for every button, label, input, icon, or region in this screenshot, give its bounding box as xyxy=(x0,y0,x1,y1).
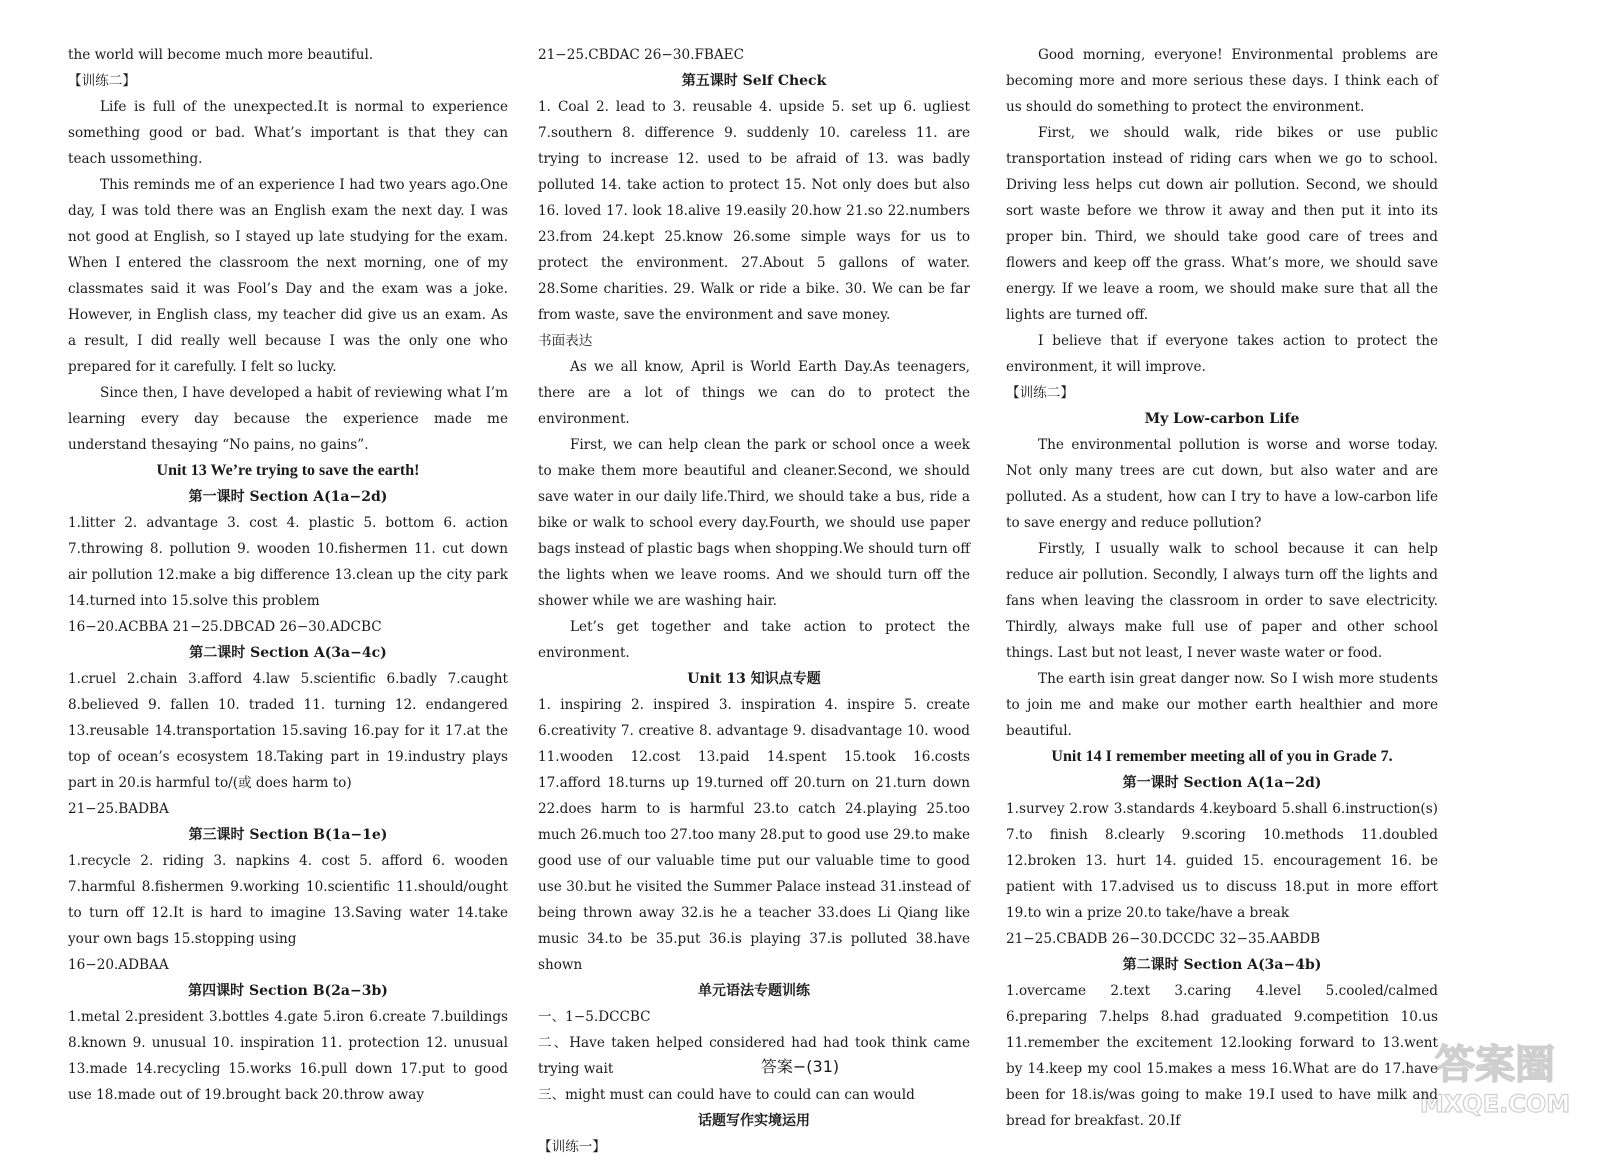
middle-block: 书面表达 xyxy=(538,333,593,349)
right-block: Firstly, I usually walk to school because it can help reduce air pollution. Secondly, I always turn off the lights and fans when leaving the classroom in order to save electricity. Thirdly, always make full use of paper and other school things. Last but not least, I never waste water or food. xyxy=(1006,541,1438,661)
right-block: 【训练二】 xyxy=(1006,385,1074,401)
right-block: Good morning, everyone! Environmental problems are becoming more and more serious these days. I think each of us should do something to protect the environment. xyxy=(1006,47,1438,115)
left-block: 1.metal 2.president 3.bottles 4.gate 5.iron 6.create 7.buildings 8.known 9. unusual 10. inspiration 11. protection 12. unusual 13.made 14.recycling 15.works 16.pull down 17.put to good use 18.made out of 19.brought back 20.throw away xyxy=(68,1009,508,1103)
left-block: Life is full of the unexpected.It is normal to experience something good or bad. What’s important is that they can teach ussomething. xyxy=(68,99,508,167)
left-block: 21−25.BADBA xyxy=(68,801,169,817)
left-column xyxy=(68,42,508,1108)
right-block: 21−25.CBADB 26−30.DCCDC 32−35.AABDB xyxy=(1006,931,1321,947)
right-block: 第一课时 Section A(1a−2d) xyxy=(1122,775,1322,791)
middle-block: 1. inspiring 2. inspired 3. inspiration 4. inspire 5. create 6.creativity 7. creative 8. advantage 9. disadvantage 10. wood 11.wooden 12.cost 13.paid 14.spent 15.took 16.costs 17.afford 18.turns up 19.turned off 20.turn on 21.turn down 22.does harm to is harmful 23.to catch 24.playing 25.too much 26.much too 27.too many 28.put to good use 29.to make good use of our valuable time put our valuable time to good use 30.but he visited the Summer Palace instead 31.instead of being thrown away 32.is he a teacher 33.does Li Qiang like music 34.to be 35.put 36.is playing 37.is polluted 38.have shown xyxy=(538,697,970,973)
left-block: 1.cruel 2.chain 3.afford 4.law 5.scientific 6.badly 7.caught 8.believed 9. fallen 10. traded 11. turning 12. endangered 13.reusable 14.transportation 15.saving 16.pay for it 17.at the top of ocean’s ecosystem 18.Taking part in 19.industry plays part in 20.is harmful to/(或 does harm to) xyxy=(68,671,508,791)
left-block: 【训练二】 xyxy=(68,73,136,89)
middle-block: 一、1−5.DCCBC xyxy=(538,1009,651,1025)
watermark-bottom: MXQE.COM xyxy=(1420,1090,1570,1118)
watermark-top: 答案圈 xyxy=(1435,1042,1555,1088)
middle-block: 话题写作实境运用 xyxy=(698,1113,810,1129)
left-block: Since then, I have developed a habit of reviewing what I’m learning every day because the experience made me understand thesaying “No pains, no gains”. xyxy=(68,385,508,453)
left-block: the world will become much more beautiful. xyxy=(68,47,374,63)
middle-block: Unit 13 知识点专题 xyxy=(687,671,821,687)
right-block: The earth isin great danger now. So I wish more students to join me and make our mother earth healthier and more beautiful. xyxy=(1006,671,1438,739)
right-block: 1.overcame 2.text 3.caring 4.level 5.cooled/calmed 6.preparing 7.helps 8.had graduated 9.competition 10.us 11.remember the excitement 12.looking forward to 13.went by 14.keep my cool 15.makes a mess 16.What are do 17.have been for 18.is/was going to make 19.I used to have milk and bread for breakfast. 20.If xyxy=(1006,983,1438,1129)
middle-block: 二、Have taken helped considered had had took think came trying wait xyxy=(538,1035,970,1077)
middle-block: Let’s get together and take action to protect the environment. xyxy=(538,619,970,661)
middle-column xyxy=(538,42,970,1160)
left-block: 1.litter 2. advantage 3. cost 4. plastic 5. bottom 6. action 7.throwing 8. pollution 9. wooden 10.fishermen 11. cut down air pollution 12.make a big difference 13.clean up the city park 14.turned into 15.solve this problem xyxy=(68,515,508,609)
right-block: Unit 14 I remember meeting all of you in Grade 7. xyxy=(1051,748,1393,765)
page-number: 答案−(31) xyxy=(760,1057,840,1076)
left-block: 1.recycle 2. riding 3. napkins 4. cost 5. afford 6. wooden 7.harmful 8.fishermen 9.working 10.scientific 11.should/ought to turn off 12.It is hard to imagine 13.Saving water 14.take your own bags 15.stopping using xyxy=(68,853,508,947)
middle-block: First, we can help clean the park or school once a week to make them more beautiful and cleaner.Second, we should save water in our daily life.Third, we should take a bus, ride a bike or walk to school every day.Fourth, we should use paper bags instead of plastic bags when shopping.We should turn off the lights when we leave rooms. And we should turn off the shower while we are washing hair. xyxy=(538,437,970,609)
middle-block: As we all know, April is World Earth Day.As teenagers, there are a lot of things we can do to protect the environment. xyxy=(538,359,970,427)
right-block: 第二课时 Section A(3a−4b) xyxy=(1122,957,1322,973)
middle-block: 21−25.CBDAC 26−30.FBAEC xyxy=(538,47,745,63)
right-block: The environmental pollution is worse and worse today. Not only many trees are cut down, but also water and are polluted. As a student, how can I try to have a low-carbon life to save energy and reduce pollution? xyxy=(1006,437,1438,531)
left-block: 第三课时 Section B(1a−1e) xyxy=(188,827,388,843)
left-block: 16−20.ADBAA xyxy=(68,957,169,973)
middle-block: 【训练一】 xyxy=(538,1139,606,1155)
left-block: 第四课时 Section B(2a−3b) xyxy=(188,983,388,999)
watermark-logo xyxy=(1420,1028,1570,1120)
left-block: Unit 13 We’re trying to save the earth! xyxy=(156,462,420,479)
middle-block: 三、might must can could have to could can can would xyxy=(538,1087,915,1103)
right-block: I believe that if everyone takes action to protect the environment, it will improve. xyxy=(1006,333,1438,375)
middle-block: 单元语法专题训练 xyxy=(698,983,810,999)
middle-block: 1. Coal 2. lead to 3. reusable 4. upside 5. set up 6. ugliest 7.southern 8. difference 9. suddenly 10. careless 11. are trying to increase 12. used to be afraid of 13. was badly polluted 14. take action to protect 15. Not only does but also 16. loved 17. look 18.alive 19.easily 20.how 21.so 22.numbers 23.from 24.kept 25.know 26.some simple ways for us to protect the environment. 27.About 5 gallons of water. 28.Some charities. 29. Walk or ride a bike. 30. We can be far from waste, save the environment and save money. xyxy=(538,99,970,323)
right-block: First, we should walk, ride bikes or use public transportation instead of riding cars when we go to school. Driving less helps cut down air pollution. Second, we should sort waste before we throw it away and then put it into its proper bin. Third, we should take good care of trees and flowers and keep off the grass. What’s more, we should save energy. If we leave a room, we should make sure that all the lights are turned off. xyxy=(1006,125,1438,323)
left-block: 第二课时 Section A(3a−4c) xyxy=(189,645,387,661)
left-block: 16−20.ACBBA 21−25.DBCAD 26−30.ADCBC xyxy=(68,619,382,635)
right-block: My Low-carbon Life xyxy=(1144,411,1300,427)
middle-block: 第五课时 Self Check xyxy=(681,73,827,89)
left-block: This reminds me of an experience I had two years ago.One day, I was told there was an English exam the next day. I was not good at English, so I stayed up late studying for the exam. When I entered the classroom the next morning, one of my classmates said it was Fool’s Day and the exam was a joke. However, in English class, my teacher did give us an exam. As a result, I did really well because I was the only one who prepared for it carefully. I felt so lucky. xyxy=(68,177,508,375)
left-block: 第一课时 Section A(1a−2d) xyxy=(188,489,388,505)
right-block: 1.survey 2.row 3.standards 4.keyboard 5.shall 6.instruction(s) 7.to finish 8.clearly 9.scoring 10.methods 11.doubled 12.broken 13. hurt 14. guided 15. encouragement 16. be patient with 17.advised us to discuss 18.put in more effort 19.to win a prize 20.to take/have a break xyxy=(1006,801,1438,921)
right-column xyxy=(1006,42,1438,1134)
